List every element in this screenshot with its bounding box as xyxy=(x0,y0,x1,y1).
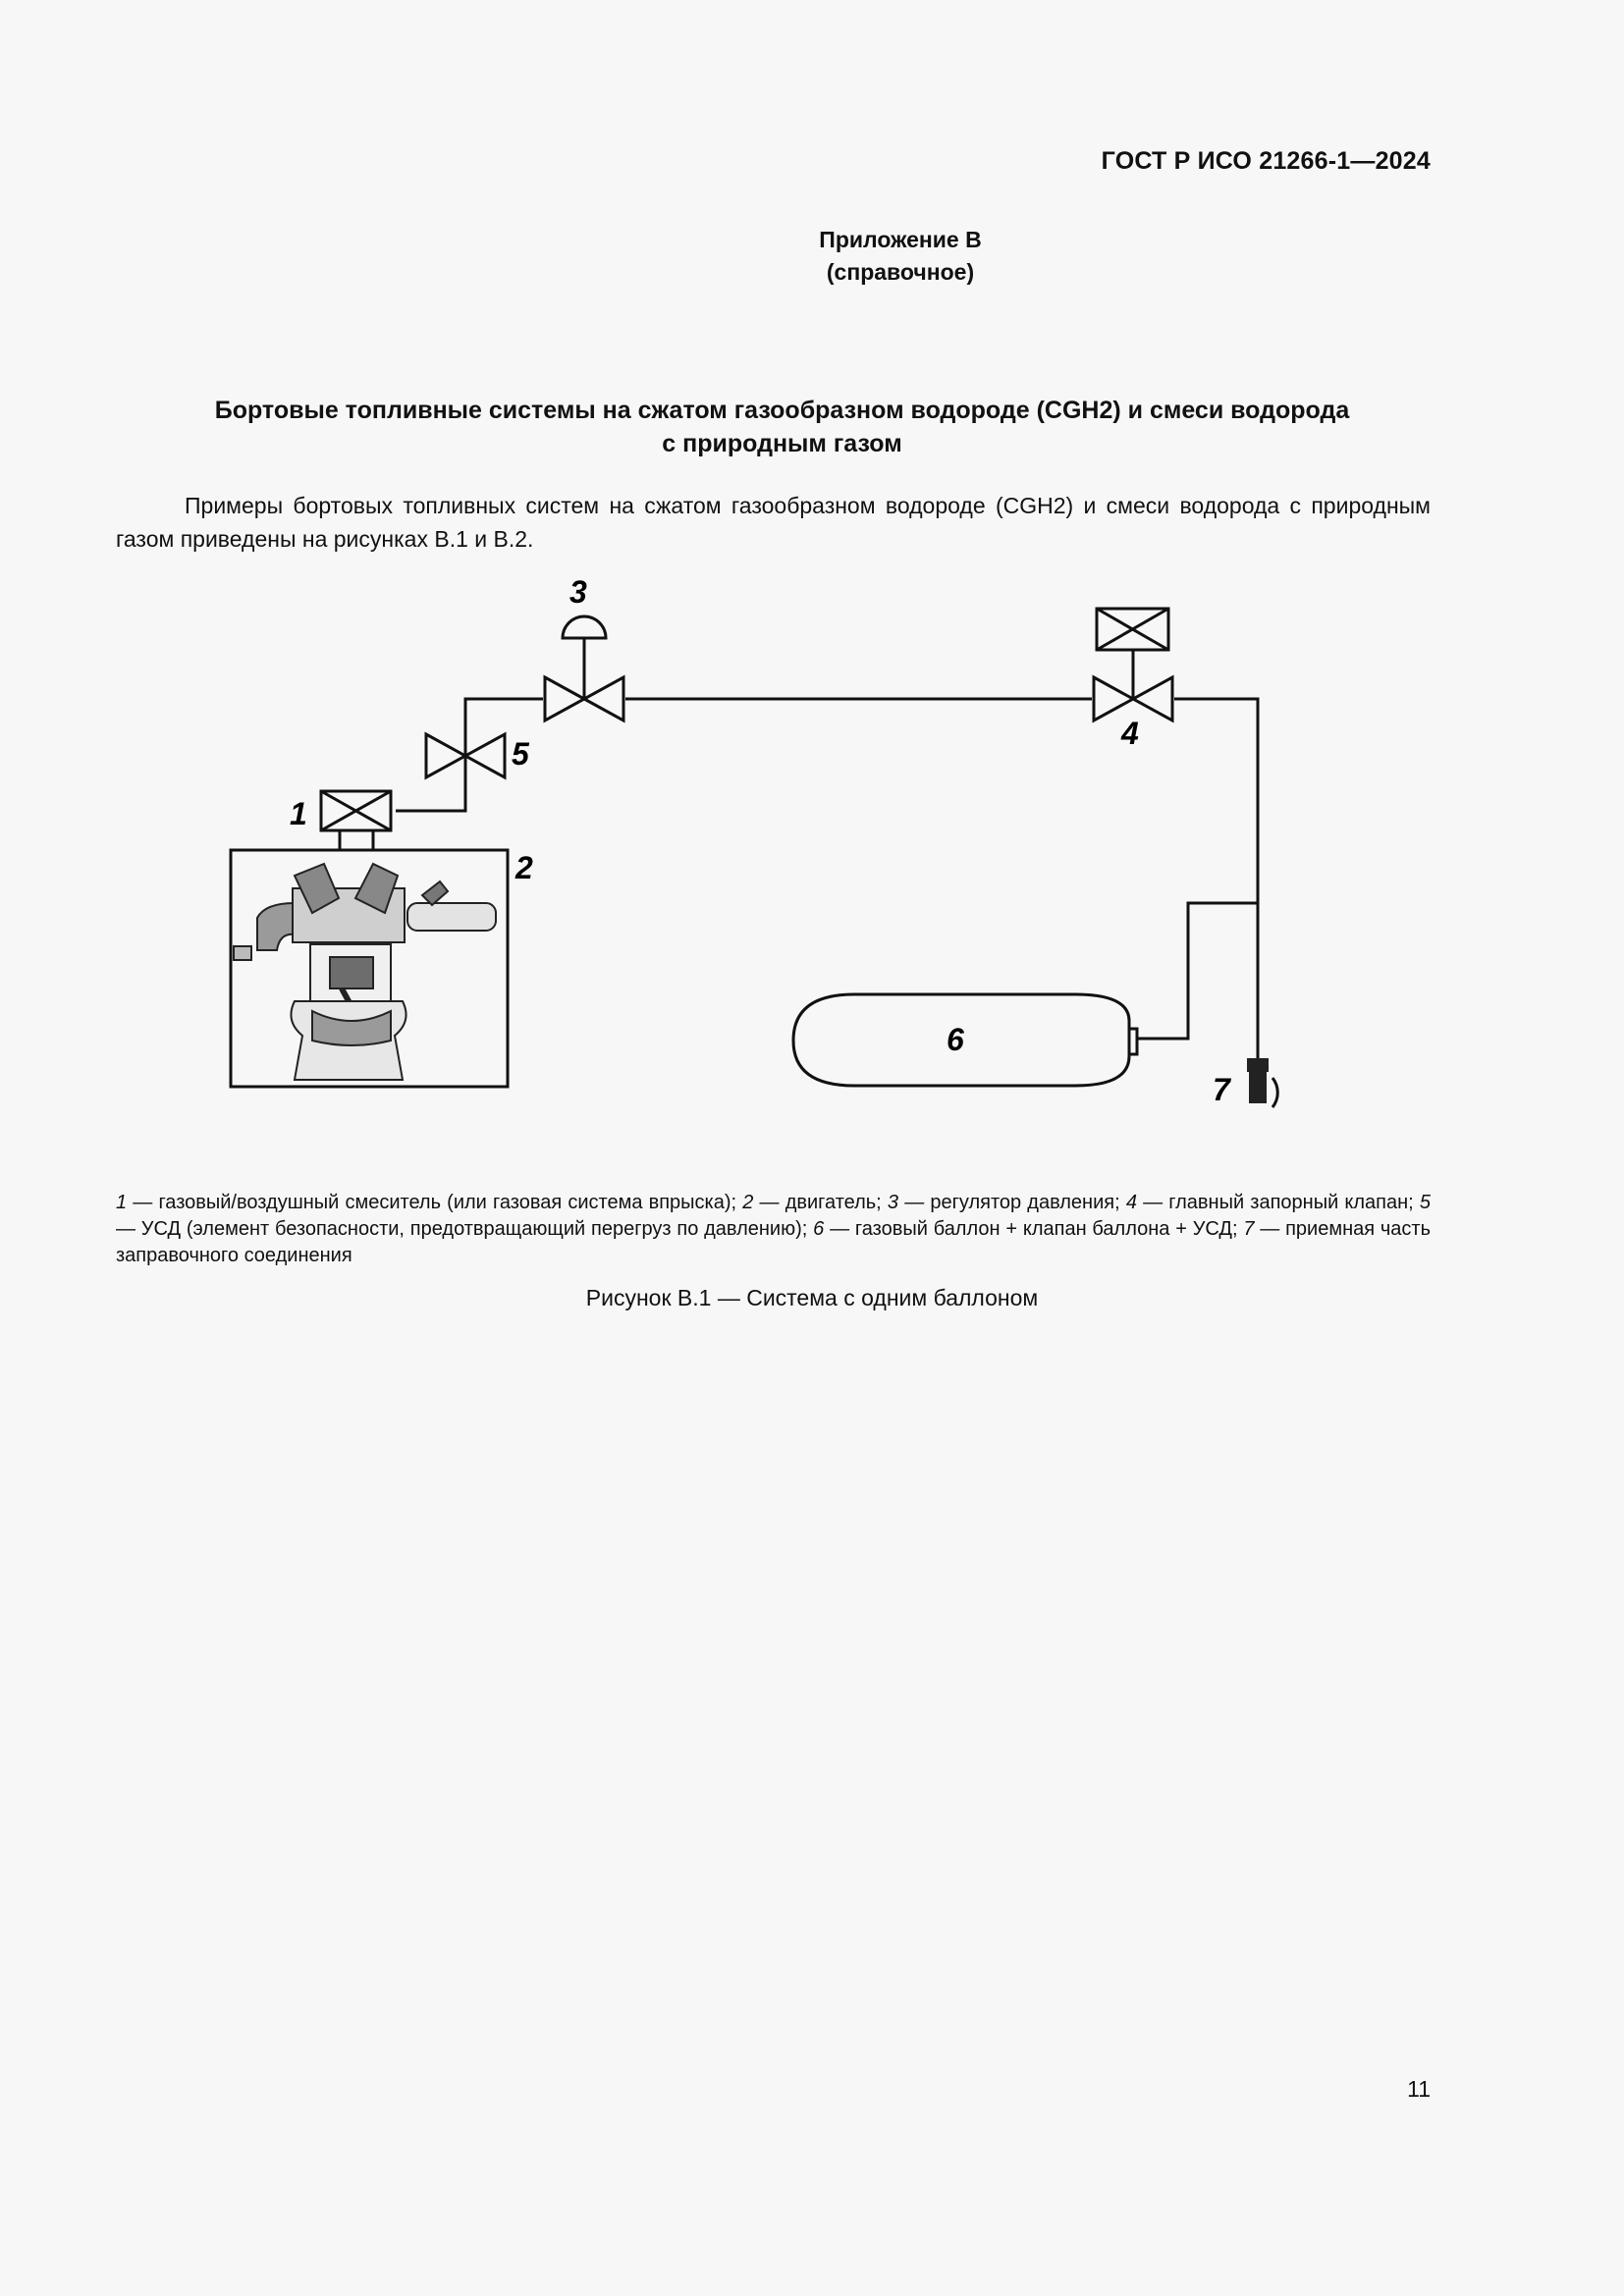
page-number: 11 xyxy=(1407,2076,1431,2102)
intro-paragraph: Примеры бортовых топливных систем на сжатом газообразном водороде (CGH2) и смеси водорода с природным газом приведены на рисунках В.1 и В.2. xyxy=(116,493,1431,552)
appendix-title: Приложение В xyxy=(819,227,982,252)
figure-caption: Рисунок В.1 — Система с одним баллоном xyxy=(585,1285,1039,1310)
pipe-branch-to-cylinder xyxy=(1137,903,1258,1039)
engine-illustration xyxy=(234,864,496,1080)
label-5: 5 xyxy=(512,736,529,772)
label-3: 3 xyxy=(569,574,587,610)
label-2: 2 xyxy=(515,850,533,885)
label-6: 6 xyxy=(947,1022,964,1057)
pipe-mixer-to-valve5 xyxy=(396,756,465,811)
figure-legend: 1 — газовый/воздушный смеситель (или газовая система впрыска); 2 — двигатель; 3 — регулятор давления; 4 — главный запорный клапан; 5 — УСД (элемент безопасности, предотвращающий перегруз по давлению); 6 — газовый баллон + клапан баллона + УСД; 7 — приемная часть заправочного соединения xyxy=(116,1192,1432,1266)
label-7: 7 xyxy=(1213,1072,1230,1107)
standard-id: ГОСТ Р ИСО 21266-1—2024 xyxy=(1101,147,1431,175)
section-title-line1: Бортовые топливные системы на сжатом газообразном водороде (CGH2) и смеси водорода xyxy=(214,397,1350,424)
label-1: 1 xyxy=(290,796,307,831)
label-4: 4 xyxy=(1121,716,1139,751)
section-title-line2: с природным газом xyxy=(662,430,902,457)
appendix-subtitle: (справочное) xyxy=(826,259,975,285)
